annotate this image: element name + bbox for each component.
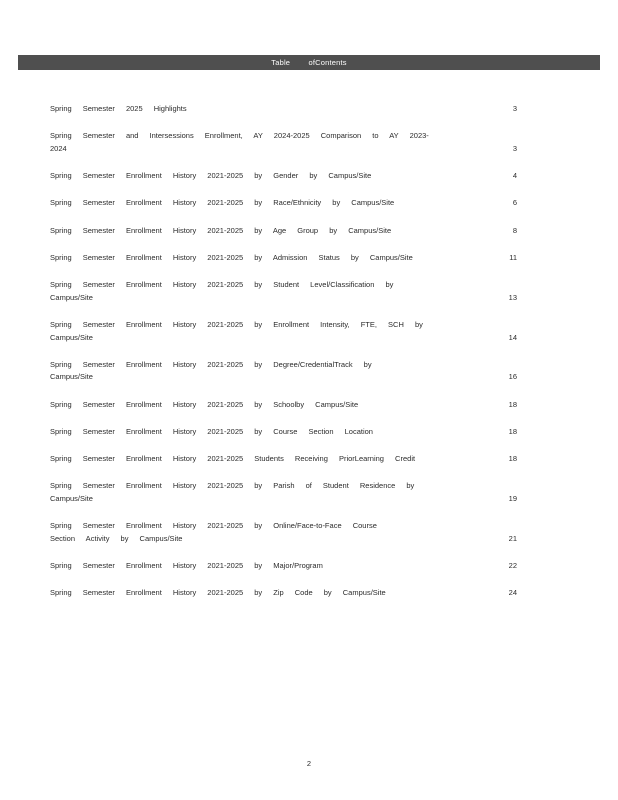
toc-entry-title bbox=[50, 399, 358, 412]
toc-entry-title bbox=[50, 279, 393, 304]
toc-entry-line: Spring Semester Enrollment History 2021-2025 by Online/Face-to-Face Course bbox=[50, 521, 377, 531]
toc-entry-line: Section Activity by Campus/Site bbox=[50, 533, 183, 543]
toc-entry-title bbox=[50, 480, 414, 505]
toc-entry-line: Spring Semester and Intersessions Enrollment, AY 2024-2025 Comparison to AY 2023- bbox=[50, 131, 429, 141]
toc-entry bbox=[50, 359, 517, 384]
toc-entry-title bbox=[50, 359, 372, 384]
toc-entry-line: Campus/Site bbox=[50, 332, 93, 342]
toc-entry-line: Spring Semester Enrollment History 2021-2025 Students Receiving PriorLearning Credit bbox=[50, 454, 416, 464]
toc-entry bbox=[50, 252, 517, 265]
toc-entry-title bbox=[50, 225, 391, 238]
toc-entry bbox=[50, 560, 517, 573]
toc-entry-title bbox=[50, 170, 371, 183]
toc-entry-line: Spring Semester Enrollment History 2021-2025 by Race/Ethnicity by Campus/Site bbox=[50, 198, 395, 208]
toc-entry-page-number: 3 bbox=[512, 104, 517, 113]
toc-entry-page-number: 18 bbox=[508, 454, 517, 464]
toc-entry-line: Spring Semester Enrollment History 2021-2025 by Admission Status by Campus/Site bbox=[50, 252, 413, 262]
toc-entry-line: Spring Semester Enrollment History 2021-2025 by Degree/CredentialTrack by bbox=[50, 359, 372, 369]
page-footer bbox=[0, 759, 618, 768]
toc-entry bbox=[50, 197, 517, 210]
toc-entry-title bbox=[50, 587, 386, 600]
toc-entry bbox=[50, 225, 517, 238]
toc-entry bbox=[50, 130, 517, 155]
toc-entry bbox=[50, 319, 517, 344]
toc-entry-page-number: 18 bbox=[508, 426, 517, 436]
toc-entry-title bbox=[50, 252, 413, 265]
toc-entry-title bbox=[50, 197, 394, 210]
toc-entry bbox=[50, 426, 517, 439]
toc-entry-page-number: 16 bbox=[508, 372, 517, 382]
toc-entry-title bbox=[50, 426, 373, 439]
toc-entry-page-number: 13 bbox=[508, 292, 517, 302]
toc-entry-title bbox=[50, 319, 423, 344]
toc-entry-line: Spring Semester Enrollment History 2021-2025 by Enrollment Intensity, FTE, SCH by bbox=[50, 319, 423, 329]
toc-entry-page-number: 18 bbox=[508, 399, 517, 409]
toc-entry-page-number: 3 bbox=[512, 143, 517, 153]
toc-entry-line: Spring Semester Enrollment History 2021-2025 by Student Level/Classification by bbox=[50, 279, 394, 289]
toc-entry-title bbox=[50, 103, 187, 116]
toc-entry bbox=[50, 520, 517, 545]
toc-entry-page-number: 21 bbox=[508, 533, 517, 543]
toc-entry-line: Spring Semester Enrollment History 2021-2025 by Gender by Campus/Site bbox=[50, 171, 372, 181]
toc-entry bbox=[50, 170, 517, 183]
toc-entry-line: Campus/Site bbox=[50, 372, 93, 382]
toc-entry-page-number: 4 bbox=[512, 171, 517, 181]
toc-entry-title bbox=[50, 130, 429, 155]
toc-entry-title bbox=[50, 560, 323, 573]
toc-entry-line: Spring Semester Enrollment History 2021-2025 by Zip Code by Campus/Site bbox=[50, 588, 386, 598]
toc-entry-title bbox=[50, 520, 377, 545]
toc-entry-page-number: 8 bbox=[512, 225, 517, 235]
toc-entry-line: Campus/Site bbox=[50, 292, 93, 302]
toc-entry bbox=[50, 587, 517, 600]
toc-entry-line: 2024 bbox=[50, 143, 67, 153]
toc-list bbox=[50, 103, 517, 614]
toc-header-bar bbox=[18, 55, 600, 70]
toc-entry bbox=[50, 399, 517, 412]
toc-entry-line: Spring Semester 2025 Highlights bbox=[50, 104, 187, 113]
page-title: Table ofContents bbox=[271, 58, 347, 67]
toc-entry-line: Spring Semester Enrollment History 2021-2025 by Major/Program bbox=[50, 561, 323, 571]
toc-entry bbox=[50, 453, 517, 466]
toc-entry-page-number: 22 bbox=[508, 561, 517, 571]
toc-entry-page-number: 6 bbox=[512, 198, 517, 208]
toc-entry-title bbox=[50, 453, 415, 466]
toc-entry bbox=[50, 103, 517, 116]
toc-entry-line: Campus/Site bbox=[50, 493, 93, 503]
toc-entry-line: Spring Semester Enrollment History 2021-2025 by Parish of Student Residence by bbox=[50, 481, 415, 491]
footer-page-number: 2 bbox=[306, 759, 312, 768]
toc-entry-line: Spring Semester Enrollment History 2021-2025 by Schoolby Campus/Site bbox=[50, 399, 359, 409]
toc-entry bbox=[50, 279, 517, 304]
toc-entry-line: Spring Semester Enrollment History 2021-2025 by Age Group by Campus/Site bbox=[50, 225, 392, 235]
toc-entry-page-number: 14 bbox=[508, 332, 517, 342]
toc-entry-page-number: 11 bbox=[509, 252, 517, 262]
toc-entry bbox=[50, 480, 517, 505]
toc-entry-page-number: 19 bbox=[508, 493, 517, 503]
toc-entry-line: Spring Semester Enrollment History 2021-2025 by Course Section Location bbox=[50, 426, 373, 436]
toc-entry-page-number: 24 bbox=[508, 588, 517, 598]
